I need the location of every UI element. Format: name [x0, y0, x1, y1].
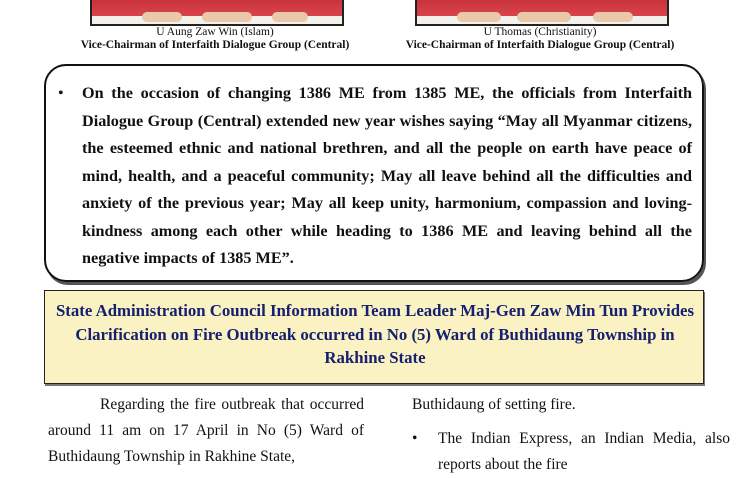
photo-caption-right — [372, 26, 708, 52]
bullet-icon: • — [58, 85, 64, 102]
photo-aung-zaw-win — [90, 0, 344, 26]
article-continued-text: Buthidaung of setting fire. — [412, 396, 576, 413]
photo-hands — [142, 12, 182, 22]
caption-role: Vice-Chairman of Interfaith Dialogue Group (Central) — [405, 39, 675, 51]
photo-hands — [593, 12, 633, 22]
list-item — [412, 426, 730, 478]
caption-name: U Aung Zaw Win (Islam) — [156, 26, 274, 38]
article-column-right — [412, 392, 730, 478]
caption-role: Vice-Chairman of Interfaith Dialogue Group (Central) — [80, 39, 350, 51]
list-item-text: The Indian Express, an Indian Media, also reports about the fire — [438, 430, 730, 473]
photo-hands — [202, 12, 252, 22]
article-headline-box — [44, 290, 704, 384]
bullet-icon: • — [412, 430, 418, 447]
photo-hands — [457, 12, 501, 22]
photo-hands — [517, 12, 571, 22]
new-year-message-text: On the occasion of changing 1386 ME from 1385 ME, the officials from Interfaith Dialogue Group (Central) extended new year wishes saying “May all Myanmar citizens, the esteemed ethnic and national brethren, and all the people on earth have peace of mind, health, and a peaceful community; May all leave behind all the difficulties and anxiety of the previous year; May all keep unity, harmonium, compassion and loving-kindness among each other while heading to 1386 ME and leaving behind all the negative impacts of 1385 ME”. — [82, 84, 692, 267]
article-headline: State Administration Council Information Team Leader Maj-Gen Zaw Min Tun Provides Clarification on Fire Outbreak occurred in No (5) Ward of Buthidaung Township in Rakhine State — [55, 301, 695, 367]
photo-hands — [272, 12, 308, 22]
new-year-message-box — [44, 64, 704, 282]
article-column-left: Regarding the fire outbreak that occurred around 11 am on 17 April in No (5) Ward of Buthidaung Township in Rakhine State, — [48, 396, 364, 465]
caption-name: U Thomas (Christianity) — [483, 26, 597, 38]
photo-caption-left — [40, 26, 390, 52]
photo-u-thomas — [415, 0, 669, 26]
